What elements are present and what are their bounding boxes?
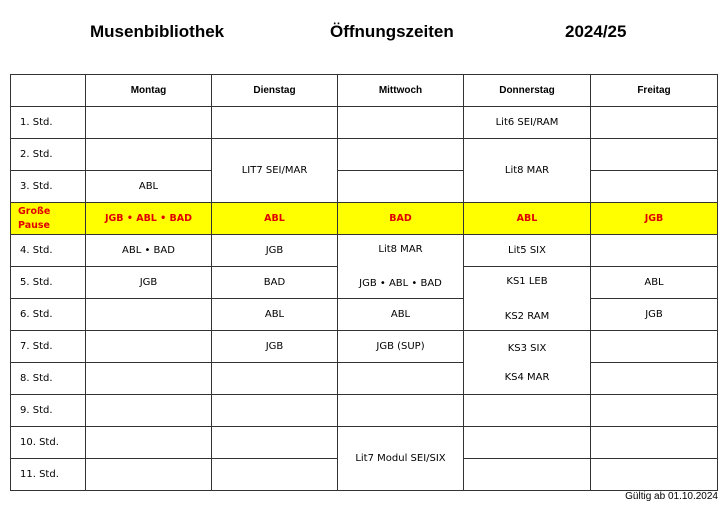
cell-donnerstag: Lit8 MAR (464, 139, 591, 203)
cell-mittwoch (338, 139, 464, 171)
table-row (11, 139, 718, 171)
cell-montag (86, 139, 212, 171)
cell-montag: ABL • BAD (86, 235, 212, 267)
period-label: 2. Std. (11, 139, 86, 171)
period-label: 3. Std. (11, 171, 86, 203)
cell-line: KS2 RAM (504, 310, 550, 322)
cell-freitag (591, 427, 718, 459)
cell-dienstag: BAD (212, 267, 338, 299)
cell-dienstag: JGB (212, 235, 338, 267)
cell-montag: ABL (86, 171, 212, 203)
cell-montag: JGB • ABL • BAD (86, 203, 212, 235)
cell-dienstag (212, 107, 338, 139)
cell-montag (86, 107, 212, 139)
cell-dienstag: JGB (212, 331, 338, 363)
break-row (11, 203, 718, 235)
cell-montag (86, 363, 212, 395)
header-row (11, 75, 718, 107)
cell-freitag (591, 395, 718, 427)
period-label: 7. Std. (11, 331, 86, 363)
cell-montag (86, 395, 212, 427)
opening-hours-table (10, 74, 718, 491)
period-label: 8. Std. (11, 363, 86, 395)
cell-montag (86, 299, 212, 331)
cell-line: Lit8 MAR (378, 244, 423, 255)
cell-mittwoch (338, 363, 464, 395)
cell-mittwoch (338, 395, 464, 427)
cell-dienstag (212, 427, 338, 459)
cell-line: KS1 LEB (506, 275, 548, 287)
cell-donnerstag (464, 331, 591, 395)
cell-freitag: ABL (591, 267, 718, 299)
day-header-freitag: Freitag (591, 75, 718, 107)
cell-freitag (591, 459, 718, 491)
table-row (11, 363, 718, 395)
valid-from-note: Gültig ab 01.10.2024 (625, 491, 718, 502)
cell-line: KS3 SIX (507, 342, 547, 354)
cell-montag: JGB (86, 267, 212, 299)
day-header-dienstag: Dienstag (212, 75, 338, 107)
table-row (11, 235, 718, 267)
schedule-title: Öffnungszeiten (330, 22, 454, 41)
cell-donnerstag: Lit6 SEI/RAM (464, 107, 591, 139)
cell-mittwoch: JGB (SUP) (338, 331, 464, 363)
period-label: 4. Std. (11, 235, 86, 267)
period-label: 5. Std. (11, 267, 86, 299)
break-label (11, 203, 86, 235)
library-title: Musenbibliothek (90, 22, 225, 41)
table-row (11, 427, 718, 459)
cell-donnerstag: ABL (464, 203, 591, 235)
cell-montag (86, 331, 212, 363)
table-row (11, 395, 718, 427)
cell-freitag (591, 107, 718, 139)
school-year: 2024/25 (565, 22, 627, 41)
period-label: 10. Std. (11, 427, 86, 459)
cell-dienstag: ABL (212, 203, 338, 235)
period-label: 9. Std. (11, 395, 86, 427)
cell-mittwoch: Lit7 Modul SEI/SIX (338, 427, 464, 491)
cell-mittwoch (338, 235, 464, 299)
cell-dienstag (212, 459, 338, 491)
period-label: 1. Std. (11, 107, 86, 139)
cell-line: JGB • ABL • BAD (359, 278, 442, 289)
period-label: 6. Std. (11, 299, 86, 331)
cell-line: KS4 MAR (504, 371, 550, 383)
table-row (11, 171, 718, 203)
cell-mittwoch (338, 171, 464, 203)
day-header-mittwoch: Mittwoch (338, 75, 464, 107)
cell-dienstag: ABL (212, 299, 338, 331)
cell-donnerstag (464, 427, 591, 459)
break-label-line2: Pause (18, 219, 50, 231)
cell-dienstag (212, 363, 338, 395)
cell-donnerstag (464, 267, 591, 331)
cell-freitag (591, 363, 718, 395)
table-row (11, 299, 718, 331)
day-header-donnerstag: Donnerstag (464, 75, 591, 107)
cell-freitag (591, 171, 718, 203)
corner-cell (11, 75, 86, 107)
cell-montag (86, 427, 212, 459)
cell-mittwoch (338, 107, 464, 139)
cell-mittwoch: BAD (338, 203, 464, 235)
table-row (11, 331, 718, 363)
cell-freitag: JGB (591, 203, 718, 235)
cell-freitag: JGB (591, 299, 718, 331)
cell-donnerstag (464, 459, 591, 491)
period-label: 11. Std. (11, 459, 86, 491)
cell-freitag (591, 331, 718, 363)
break-label-line1: Große (18, 205, 51, 217)
cell-freitag (591, 235, 718, 267)
day-header-montag: Montag (86, 75, 212, 107)
cell-dienstag: LIT7 SEI/MAR (212, 139, 338, 203)
cell-dienstag (212, 395, 338, 427)
table-row (11, 107, 718, 139)
cell-freitag (591, 139, 718, 171)
cell-mittwoch: ABL (338, 299, 464, 331)
cell-donnerstag: Lit5 SIX (464, 235, 591, 267)
cell-montag (86, 459, 212, 491)
cell-donnerstag (464, 395, 591, 427)
